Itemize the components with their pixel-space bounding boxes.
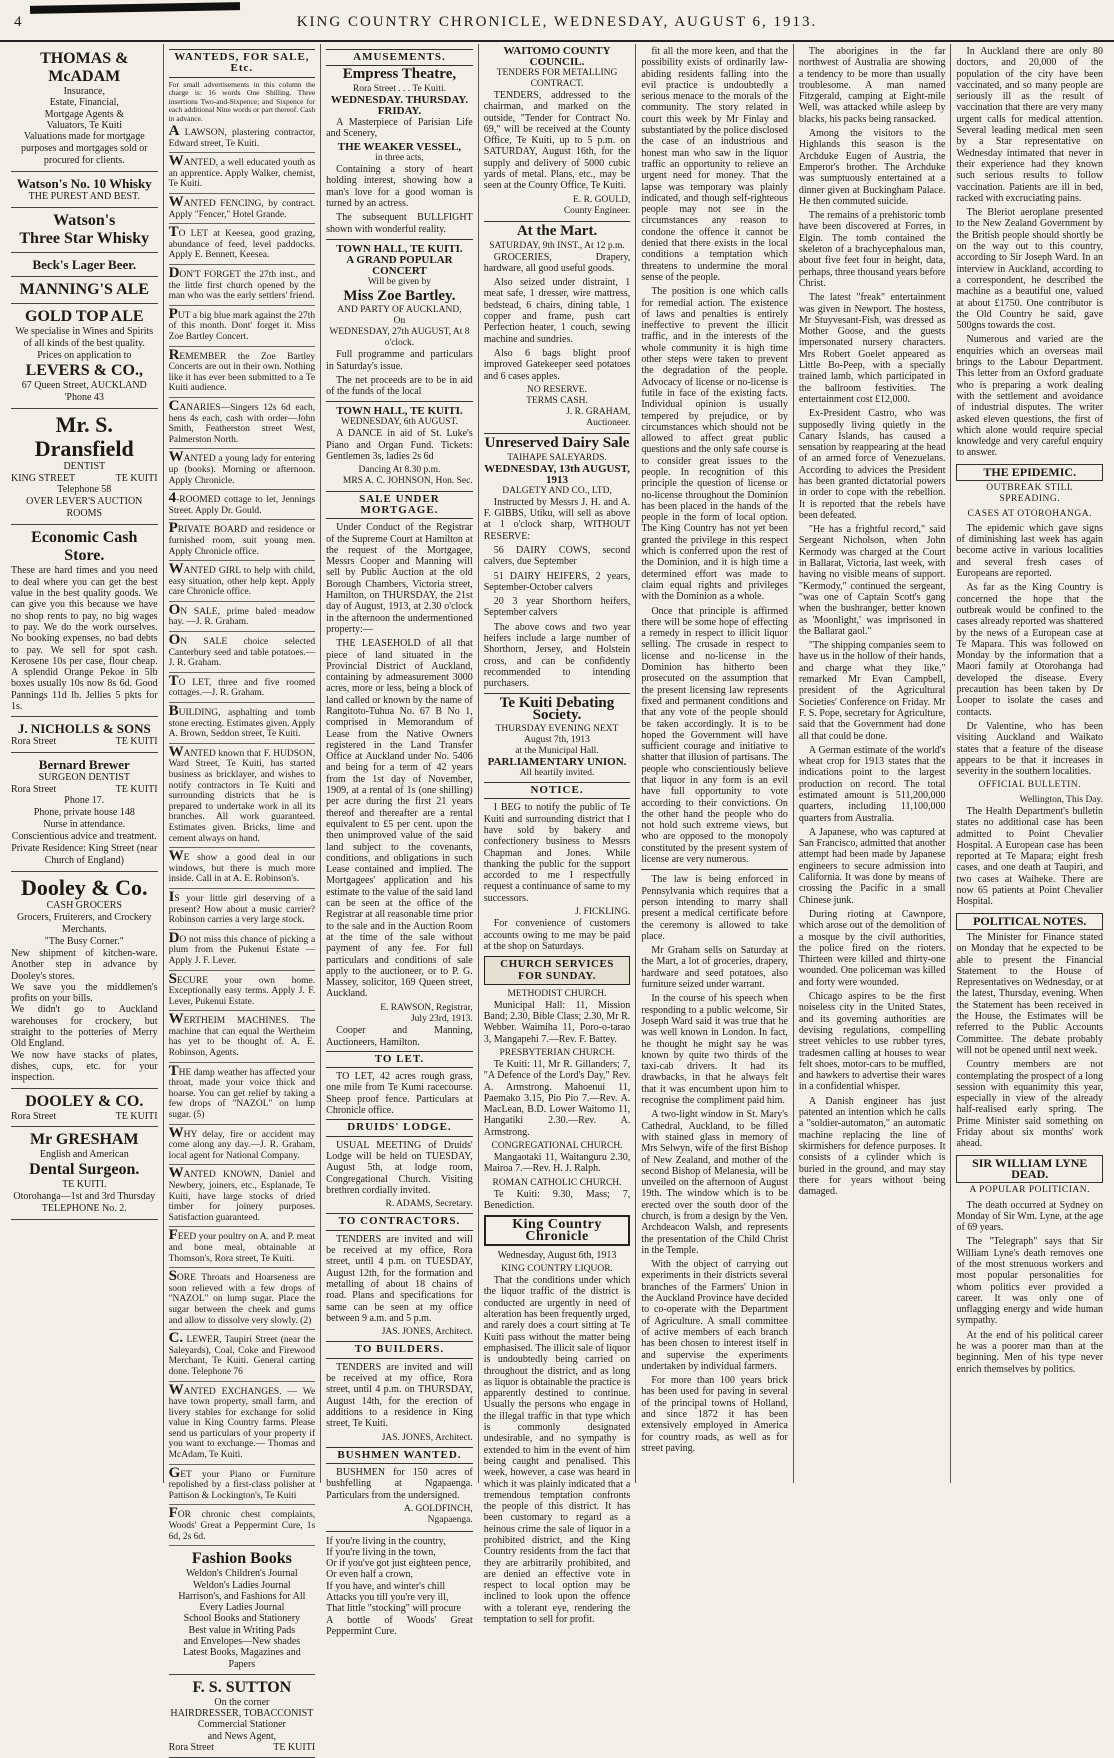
poem-line: Or even half a crown,: [326, 1569, 414, 1581]
signoff: J. R. GRAHAM,: [566, 406, 631, 417]
poem-line: That little "stocking" will procure: [326, 1603, 461, 1615]
ent-title: Miss Zoe Bartley.: [343, 287, 456, 304]
article-text: The Health Department's bulletin states no additional case has been admitted to Point Chevalier Hospital. A European case has been reported at Te Mapara; eight fresh cases, and one death at Taupiri, and two cases at Waiheke. There are now 65 patients at Point Chevalier Hospital.: [956, 806, 1104, 908]
church-name: METHODIST CHURCH.: [507, 988, 607, 999]
article-subheading: OUTBREAK STILL SPREADING.: [986, 482, 1074, 505]
article-heading: POLITICAL NOTES.: [956, 913, 1103, 930]
divider: [484, 693, 631, 694]
ent-text: Full programme and particulars in Saturday's issue.: [326, 349, 473, 372]
poem-line: A bottle of Woods' Great Peppermint Cure.: [326, 1614, 473, 1637]
ad-right: TE KUITI: [273, 1742, 316, 1754]
ad-title: Watson's: [53, 212, 116, 230]
ad-sub: THE PUREST AND BEST.: [28, 191, 140, 203]
article-text: The epidemic which gave signs of diminishing last week has again become active in various localities and several fresh cases of Europeans are reported.: [956, 522, 1104, 580]
ad-sub: DENTIST: [63, 461, 106, 473]
editorial-date: Wednesday, August 6th, 1913: [497, 1249, 617, 1261]
ad-text: New shipment of kitchen-ware. Another step in advance by Dooley's stores.: [11, 947, 158, 982]
classified-item: WANTED known that F. HUDSON, Ward Street, Te Kuiti, has started business as bricklayer, and wishes to notify contractors in Te Kuiti and surrounding districts that he is prepared to undertake work in all its branches. All work guaranteed. Estimates given. Bricks, lime and cement always on hand.: [169, 744, 316, 848]
ad-title: Dooley & Co.: [21, 874, 148, 900]
ent-text: A Masterpiece of Parisian Life and Scenery,: [326, 116, 473, 139]
article-subheading: CASES AT OTOROHANGA.: [967, 508, 1092, 519]
classified-item: WANTED EXCHANGES. — We have town property, small farm, and livery stables for exchange for solid value in King Country farms. Please send us particulars of your property if you want to exchange.— Thomas and McAdam, Te Kuiti.: [169, 1382, 316, 1465]
article-heading: THE EPIDEMIC.: [956, 464, 1103, 481]
ad-row: [11, 784, 158, 795]
ad-sub: CASH GROCERS: [46, 899, 122, 911]
church-name: PRESBYTERIAN CHURCH.: [499, 1048, 615, 1058]
article-text: The latest "freak" entertainment was given in Newport. The hostess, Mr Stuyvesant-Fish, was dressed as Mother Goose, and the guests impersonated nursery characters. Mrs Robert Goelet appeared as Little Bo-Peep, with a specially trained lamb, which participated in the ballroom festivities. The entertainment cost £12,000.: [798, 292, 946, 405]
ad-title: Mr GRESHAM: [29, 1130, 139, 1148]
article-text: Dr Valentine, who has been visiting Auckland and Waikato states that a feature of the disease appears to be that it increases in severity in the southern localities.: [956, 720, 1104, 778]
signoff: Ngapaenga.: [427, 1515, 473, 1526]
dairy-text: 20 3 year Shorthorn heifers, September calvers: [483, 596, 631, 619]
classified-item: WANTED KNOWN, Daniel and Newbery, joiners, etc., Esplanade, Te Kuiti, have large stocks of dried timber for joinery purposes. Satisfaction guaranteed.: [169, 1165, 316, 1227]
signoff: County Engineer.: [563, 205, 631, 216]
ad-left: Rora Street: [11, 1110, 57, 1122]
classified-item: ON SALE, prime baled meadow hay. —J. R. Graham.: [169, 602, 316, 632]
ent-title: Empress Theatre,: [342, 66, 457, 83]
dairy-lot: 51 DAIRY HEIFERS, 2 years, September-October calvers: [483, 570, 631, 593]
classified-item: WANTED FENCING, by contract. Apply "Fencer," Hotel Grande.: [169, 194, 316, 224]
notice-title: WAITOMO COUNTY COUNCIL.: [503, 45, 611, 68]
dance: [326, 406, 473, 487]
ad-becks: [11, 253, 158, 277]
dairy-title: Unreserved Dairy Sale: [484, 435, 630, 452]
ad-line: and News Agent,: [207, 1730, 277, 1742]
ad-title: Bernard Brewer: [38, 756, 130, 772]
ad-text: We save you the middlemen's profits on your bills.: [11, 981, 158, 1005]
ent-line: WEDNESDAY. THURSDAY. FRIDAY.: [330, 93, 469, 117]
ad-line: HAIRDRESSER, TOBACCONIST: [170, 1708, 314, 1720]
church-text: Mangaotaki 11, Waitanguru 2.30, Mairoa 7.—Rev. H. J. Ralph.: [483, 1152, 631, 1175]
ad-gold-top: [11, 304, 158, 409]
druids-text: USUAL MEETING of Druids' Lodge will be held on TUESDAY, August 5th, at lodge room, Congregational Church. Visiting brethren cordially invited.: [326, 1139, 473, 1196]
ad-line: Harrison's, and Fashions for All: [178, 1590, 306, 1602]
classified-item: WHY delay, fire or accident may come along any day.—J. R. Graham, local agent for National Company.: [169, 1125, 316, 1166]
mart-line: NO RESERVE.: [527, 384, 587, 395]
notice-text: TENDERS, addressed to the chairman, and marked on the outside, "Tender for Contract No. 69," will be received at the County Office, Te Kuiti, up to 5 p.m. on SATURDAY, August 16th, for the supply and delivery of 5000 cubic yards of metal. Plans, etc., may be seen at the County Office, Te Kuiti.: [483, 90, 631, 192]
section-heading: AMUSEMENTS.: [326, 49, 473, 66]
divider: [484, 433, 631, 434]
ent-line: On: [393, 316, 406, 327]
ent-line: WEDNESDAY, 27th AUGUST, At 8 o'clock.: [329, 327, 470, 349]
ent-line: A GRAND POPULAR CONCERT: [346, 253, 453, 277]
mart-text: Also 6 bags blight proof improved Gatekeeper seed potatoes and 6 cases apples.: [483, 347, 631, 382]
chronicle-banner: King Country Chronicle: [484, 1215, 631, 1246]
classified-item: FOR chronic chest complaints, Woods' Great a Peppermint Cure, 1s 6d, 2s 6d.: [169, 1505, 316, 1546]
mart-title: At the Mart.: [516, 223, 598, 240]
ad-title: LEVERS & CO.,: [25, 362, 143, 380]
article-text: "He has a frightful record," said Sergeant Nicholson, when John Kermody was charged at the Court in Ballarat, Victoria, last week, with having no visible means of support. "Kermody," continued the sergeant, "was one of Captain Scott's gang when the bushranger, better known as 'Moonlight,' was imprisoned in the Ballarat gaol.": [798, 524, 946, 637]
ad-right: TE KUITI: [115, 736, 158, 748]
ad-title: Fashion Books: [191, 1550, 292, 1568]
article-text: A two-light window in St. Mary's Cathedral, Auckland, to be filled with stained glass in memory of Mrs Selwyn, wife of the first Bishop of New Zealand, and mother of the second Bishop of Melanesia, will be unveiled on the afternoon of August 19th. The window which is to be erected over the south door of the church, is from a design by the Ven. Archdeacon Walsh, and represents the presentation of the Child Christ in the Temple.: [641, 1109, 788, 1256]
article-text: Among the visitors to the Highlands this season is the Archduke Eugen of Austria, the Emperor's brother. The Archduke was sumptuously entertained at a dinner given at Buckingham Palace. He then commuted suicide.: [798, 128, 946, 207]
mart-text: GROCERIES, Drapery, hardware, all good useful goods.: [483, 251, 631, 274]
column-2: [164, 44, 322, 1754]
signoff: MRS A. C. JOHNSON, Hon. Sec.: [342, 476, 473, 487]
ad-title: J. NICHOLLS & SONS: [17, 721, 151, 737]
ad-dransfield: [11, 409, 158, 525]
ad-sub: SURGEON DENTIST: [38, 771, 130, 783]
poem-line: If you're living in the town,: [326, 1546, 436, 1558]
dairy-text: The above cows and two year heifers include a large number of Shorthorn, Jersey, and Holstein cross, and can be confidently recommended to intending purchasers.: [483, 621, 631, 690]
tolet-text: TO LET, 42 acres rough grass, one mile from Te Kumi racecourse. Sheep proof fence. Particulars at Chronicle office.: [326, 1071, 473, 1117]
ad-text: Prices on application to: [37, 350, 132, 362]
ad-text: "The Busy Corner.": [44, 935, 124, 947]
ent-line: AND PARTY OF AUCKLAND,: [337, 305, 462, 316]
signoff: JAS. JONES, Architect.: [381, 1327, 473, 1338]
ad-fashion-books: [169, 1546, 316, 1675]
mortgage-text: Cooper and Manning, Auctioneers, Hamilton.: [326, 1025, 473, 1048]
ad-text: Private Residence: King Street (near Church of England): [11, 842, 158, 866]
ad-economic: [11, 525, 158, 717]
editorial-text: That the conditions under which the liquor traffic of the district is conducted are urgently in need of alteration has been frequently urged, and rarely does a court sitting at Te Kuiti pass without the matter being emphasised. The illicit sale of liquor is undoubtedly being carried on throughout the district, and as long as liquor is obtainable the practice is apparently destined to continue. Usually the persons who engage in the illegal traffic in that type which is commonly designated undesirable, and no sympathy is extended to him in the event of him being caught and penalised. This week, however, a case was heard in which it was plainly indicated that a tremendous temptation confronts the people of this district. It has been customary to regard as a heinous crime the sale of liquor in a prohibited district, and the King Country residents from the fact that they are arbitrarily prohibited, and are denied an effective vote in respect to local option may be inclined to look upon the offence with a tolerant eye, rendering the temptation to sell for profit.: [483, 1275, 631, 1626]
ent-line: TOWN HALL, TE KUITI.: [336, 405, 463, 418]
article-text: In the course of his speech when responding to a public welcome, Sir Joseph Ward said it was true that he was well known in London. In fact, he thought he might say he was known by quite two thirds of the taxi-cab drivers. It had its drawbacks, in that he always felt that it was encumbent upon him to recognise the compliment paid him.: [641, 993, 788, 1107]
classified-item: WERTHEIM MACHINES. The machine that can equal the Wertheim has yet to be thought of. A. E. Robinson, Agents.: [169, 1011, 316, 1062]
mart-text: Also seized under distraint, 1 meat safe, 1 dresser, wire mattress, bedstead, 6 chairs, dining table, 1 copper and frame, push cart Perfection heater, 1 couch, sewing machine and sundries.: [483, 277, 631, 345]
dairy-text: Instructed by Messrs J. H. and A. F. GIBBS, Utiku, will sell as above at 1 o'clock sharp, WITHOUT RESERVE:: [483, 496, 631, 542]
ad-left: Rora Street: [11, 783, 57, 795]
masthead: [0, 0, 1114, 42]
signoff: E. RAWSON, Registrar,: [380, 1002, 473, 1013]
ad-text: These are hard times and you need to deal where you can get the best value in the best quality goods. We can give you this because we have no shop rents to pay, no big wages to pay. We do the work ourselves. No booking expenses, no bad debts to pay. We sell for spot cash. Kerosene 10s per case, flour cheap. A splendid Orange Pekoe in 5lb boxes usually 10s now 8s 6d. Good Pannings 11d lb. Jellies 5 pkts for 1s.: [11, 565, 158, 713]
section-heading: SALE UNDER MORTGAGE.: [326, 491, 473, 520]
article-text: A Danish engineer has just patented an intention which he calls a "soldier-automaton," an automatic machine replacing the line of skirmishers for defence purposes. It consists of a cylinder which is buried in the ground, and may stay there for years without being damaged.: [798, 1095, 946, 1198]
column-1: [6, 44, 164, 1483]
ent-text: A DANCE in aid of St. Luke's Piano and Organ Fund. Tickets: Gentlemen 3s, ladies 2s 6d: [326, 428, 473, 463]
section-heading: TO BUILDERS.: [326, 1341, 473, 1358]
peppermint-poem: [326, 1536, 473, 1638]
section-heading: BUSHMEN WANTED.: [326, 1447, 473, 1464]
poem-line: Or if you've got just eighteen pence,: [326, 1558, 471, 1570]
column-4: [479, 44, 637, 1626]
ad-title: DOOLEY & CO.: [25, 1092, 144, 1110]
classified-item: TO LET at Keesea, good grazing, abundance of feed, level paddocks. Apply E. Bennett, Keesea.: [169, 224, 316, 265]
page-number: 4: [14, 14, 22, 30]
article-text: Numerous and varied are the enquiries which an overseas mail brings to the Labour Department. This letter from an Oxford graduate who is preparing a work dealing with the settlement and avoidance of industrial disputes. The writer asked eleven questions, the first of which alone would require special knowledge and very careful enquiry to answer.: [956, 334, 1104, 459]
ent-line: TOWN HALL, TE KUITI.: [336, 242, 463, 255]
ad-line: and Envelopes—New shades: [183, 1636, 301, 1647]
ad-text: 'Phone 43: [64, 392, 104, 404]
classified-item: SECURE your own home. Exceptionally easy terms. Apply J. F. Lever, Pukenui Estate.: [169, 971, 316, 1012]
signoff: A. GOLDFINCH,: [403, 1503, 473, 1514]
ad-line: Valuators, Te Kuiti: [46, 119, 123, 131]
ent-line: Dancing At 8.30 p.m.: [358, 465, 441, 476]
article-text: The law is being enforced in Pennsylvania which requires that a person intending to marry shall present a medical certificate before the ceremony is allowed to take place.: [641, 874, 788, 942]
article-text: The Bleriot aeroplane presented to the New Zealand Government by the British people should shortly be on the way out to this country, according to Sir Joseph Ward. In an interview in Auckland, according to a correspondent, he described the machine as a beautiful one, valued at about £1750. One contributor is the Old Country he said, gave 500gns towards the cost.: [956, 207, 1104, 332]
signoff: Auctioneer.: [586, 418, 631, 429]
article-text: Mr Graham sells on Saturday at the Mart, a lot of groceries, drapery, hardware and seed potatoes, also furniture seized under warrant.: [641, 945, 788, 991]
ad-text: Otorohanga—1st and 3rd Thursday: [13, 1190, 156, 1202]
ad-line: Commercial Stationer: [197, 1719, 286, 1731]
ad-line: Latest Books, Magazines and Papers: [182, 1647, 301, 1670]
ent-line: WEDNESDAY, 6th AUGUST.: [340, 417, 458, 428]
divider: [326, 401, 473, 402]
divider: [641, 869, 788, 870]
ad-text: Phone, private house 148: [33, 806, 135, 818]
article-text: The death occurred at Sydney on Monday of Sir Wm. Lyne, at the age of 69 years.: [956, 1199, 1104, 1234]
signoff: JAS. JONES, Architect.: [381, 1432, 473, 1443]
dairy-lot: 56 DAIRY COWS, second calvers, due September: [483, 544, 631, 568]
article-text: The remains of a prehistoric tomb have been discovered at Forres, in Elgin. The tomb contained the skeleton of a brachycephalous man, about five feet four in height, data, perhaps, three thousand years before Christ.: [798, 210, 946, 289]
signoff: R. ADAMS, Secretary.: [385, 1199, 473, 1210]
ad-title: F. S. SUTTON: [192, 1678, 292, 1696]
poem-line: Attacks you till you're very ill,: [326, 1592, 449, 1604]
section-note: For small advertisements in this column the charge is: 16 words One Shilling. Three insertions Two-and-Sixpence; and Sixpence for each additional Nine words or part thereof. Cash in advance.: [168, 79, 316, 123]
section-heading: NOTICE.: [484, 782, 631, 799]
ad-gresham: [11, 1127, 158, 1220]
debating-line: August 7th, 1913: [524, 735, 590, 746]
article-heading: SIR WILLIAM LYNE DEAD.: [956, 1155, 1103, 1184]
classified-item: TO LET, three and five roomed cottages.—J. R. Graham.: [169, 673, 316, 703]
debating-line: PARLIAMENTARY UNION.: [487, 756, 627, 769]
article-text: A Japanese, who was captured at San Francisco, admitted that another attempt had been made by Japanese engineers to secure admission into California. It was done by means of crossing the Pacific in a small Chinese junk.: [798, 826, 946, 906]
page-columns: [6, 44, 1108, 1754]
article-text: Chicago aspires to be the first noiseless city in the United States, and its governing authorities are devising regulations, compelling street vehicles to use rubber tyres, tradesmen calling at houses to wear felt shoes, motor-cars to be muffled, and hawkers to advertise their wares in a confidential whisper.: [798, 991, 946, 1093]
ad-thomas-mcadam: [11, 46, 158, 172]
debating-line: All heartily invited.: [519, 768, 595, 779]
ad-text: Grocers, Fruiterers, and Crockery Merchants.: [16, 911, 152, 935]
ad-note: OVER LEVER'S AUCTION ROOMS: [26, 496, 143, 520]
ad-text: Valuations made for mortgage purposes and mortgages sold or procured for clients.: [20, 131, 148, 167]
ad-dooley-2: [11, 1089, 158, 1127]
article-text: Country members are not contemplating the prospect of a long session with equanimity this year, especially in view of the already half-realised early spring. The Prime Minister said something on Friday about six months' work ahead.: [956, 1059, 1104, 1150]
ad-phone: Telephone 58: [57, 484, 112, 496]
ad-dooley: [11, 872, 158, 1089]
article-subheading: A POPULAR POLITICIAN.: [969, 1185, 1091, 1196]
classified-item: WANTED, a well educated youth as an apprentice. Apply Walker, chemist, Te Kuiti.: [169, 153, 316, 194]
ad-left: Rora Street: [11, 736, 57, 748]
ad-right: TE KUITI: [115, 473, 158, 485]
mortgage-text: Under Conduct of the Registrar of the Supreme Court at Hamilton at the request of the Mortgagee, Messrs Cooper and Manning will sell by Public Auction at the old Borough Chambers, Victoria street, Hamilton, on THURSDAY, the 21st day of August, 1913, at 2.30 o'clock in the afternoon the undermentioned property:—: [326, 522, 473, 635]
article-text: During rioting at Cawnpore, which arose out of the demolition of a mosque by the civil authorities, the police fired on the rioters. Thirteen were killed and thirty-one wounded. One policeman was killed and forty were wounded.: [798, 908, 946, 988]
ad-title: Beck's Lager Beer.: [32, 257, 137, 273]
mart-date: SATURDAY, 9th INST., At 12 p.m.: [489, 240, 625, 251]
classified-item: DON'T FORGET the 27th inst., and the little first church opened by the man who was the early settlers' friend.: [169, 265, 316, 306]
article-text: With the object of carrying out experiments in their districts several branches of the Farmers' Union in the Auckland Province have decided to co-operate with the Department of Agriculture. A small committee of active members of each branch has been chosen to interest itself in and supervise the experiments undertaken by individual farmers.: [641, 1259, 788, 1372]
ad-title: Watson's No. 10 Whisky: [16, 176, 152, 192]
ad-sutton: [169, 1675, 316, 1758]
dateline: Wellington, This Day.: [1019, 794, 1104, 805]
ad-text: We now have stacks of plates, dishes, cups, etc. for your inspection.: [11, 1049, 158, 1084]
section-heading: TO LET.: [326, 1051, 473, 1068]
church-name: CONGREGATIONAL CHURCH.: [491, 1141, 623, 1152]
classified-item: WANTED GIRL to help with child, easy situation, other help kept. Apply care Chronicle office.: [169, 561, 316, 602]
dairy-line: TAIHAPE SALEYARDS.: [507, 452, 607, 463]
section-heading: TO CONTRACTORS.: [326, 1213, 473, 1230]
notice-sub: TENDERS FOR METALLING CONTRACT.: [496, 68, 618, 89]
ad-brewer: [11, 753, 158, 872]
article-text: "The shipping companies seem to have us in the hollow of their hands, and charge what they like," remarked Mr Evan Campbell, president of the Agricultural Societies' Conference on Friday. Mr F. S. Pope, secretary for Agriculture, said that the Government had done all that could be done.: [798, 640, 946, 742]
masthead-title: KING COUNTRY CHRONICLE, WEDNESDAY, AUGUST 6, 1913.: [296, 14, 818, 30]
ad-row: [11, 736, 158, 747]
classified-item: WANTED a young lady for entering up (books). Morning or afternoon. Apply Chronicle.: [169, 449, 316, 490]
article-text: Once that principle is affirmed there will be some hope of effecting a remedy in respect to illicit liquor selling. The crusade in respect to license and no-license in the Dominion has hitherto been prosecuted on the assumption that the present licensing law represents fixed and permanent conditions and that any vote of the people should be taken accordingly. It is to be hoped the Government will have sufficient courage and initiative to shatter that illusion of partisans. The people who conscientiously believe that liquor in any form is an evil have full opportunity to vote according to their convictions. On the other hand the people who do not hold such extreme views, but who are opposed to the monopoly constituted by the present system of license are very numerous.: [641, 605, 788, 866]
signoff: July 23rd, 1913.: [410, 1014, 473, 1024]
article-text: For more than 100 years brick has been used for paving in several of the principal towns of Holland, and since 1872 it has been extensively employed in America for country roads, as well as for street paving.: [641, 1375, 788, 1454]
classified-item: C. LEWER, Taupiri Street (near the Saleyards), Coal, Coke and Firewood Merchant, Te Kuiti. General carting done. Telephone 76: [169, 1330, 316, 1381]
notice-text: I BEG to notify the public of Te Kuiti and surrounding district that I have sold by bakery and confectionery business to Messrs Chapman and Jones. While thanking the public for the support accorded to me I respectfully request a continuance of same to my successors.: [483, 802, 631, 904]
ad-text: We didn't go to Auckland warehouses for crockery, but straight to the potteries of Merry Old England.: [11, 1004, 158, 1050]
ad-title: GOLD TOP ALE: [25, 308, 144, 326]
classified-item: FEED your poultry on A. and P. meat and bone meal, obtainable at Thomson's, Rora street, Te Kuiti.: [169, 1227, 316, 1268]
notice-text: For convenience of customers accounts owing to me may be paid at the shop on Saturdays.: [483, 918, 631, 952]
ad-line: Best value in Writing Pads: [188, 1624, 296, 1636]
poem-line: If you have, and winter's chill: [326, 1580, 446, 1592]
ad-title: Three Star Whisky: [19, 230, 150, 248]
mortgage-text: THE LEASEHOLD of all that piece of land situated in the Provincial District of Auckland, containing by admeasurement 3000 acres, more or less, being a block of land called or known by the name of Rangitoto-Tuhua No. 67 B No 1, comprised in Memorandum of Lease from the Native Owners registered in the Land Transfer Office at Auckland under No. 5406 and being for a term of 42 years from the 1st day of November, 1909, at a rental of 1s (one shilling) per acre during the first 21 years thereof and thereafter are a rental equivalent to £5 per cent. upon the then unimproved value of the said land subject to the covenants, conditions, and obligations in such Lease contained and implied. The Mortgagees' application and his estimate to the value of the said land can be seen at the office of the Registrar at all reasonable time prior to the sale and in the Auction Room at the time of the sale without payment of any fee. For full particulars and conditions of sale apply to the auctioneer, or to P. G. Massey, solicitor, 169 Queen street, Auckland.: [326, 638, 473, 1000]
classified-item: THE damp weather has affected your throat, made your voice thick and hoarse. You can get relief by taking a few drops of "NAZOL" on lump sugar. (5): [169, 1063, 316, 1125]
church-text: Te Kuiti: 11, Mr R. Gillanders; 7, "A Defence of the Lord's Day," Rev. A. Armstrong. Mahoenui 11, Paemako 3.15, Pio Pio 7.—Rev. A. MacLean, B.D. Lower Waitomo 11, Hangatiki 2.30.—Rev. A. Armstrong.: [483, 1059, 631, 1138]
classified-item: 4-ROOMED cottage to let, Jennings Street. Apply Dr. Gould.: [169, 490, 316, 520]
ad-row: [11, 473, 158, 484]
classified-item: SORE Throats and Hoarseness are soon relieved with a few drops of "NAZOL" on lump sugar. Place the sugar between the cheek and gums and allow to dissolve very slowly. (2): [169, 1268, 316, 1330]
article-text: The "Telegraph" says that Sir William Lyne's death removes one of the most strenuous workers and most popular personalities for whom politics ever provided a career. It was only one of unflagging energy and wide human sympathy.: [956, 1236, 1104, 1327]
article-text: The Minister for Finance stated on Monday that he expected to be able to present the Financial Statement to the House of Representatives on Wednesday, or at the latest, Thursday, evening. When the Statement has been received in the House, the Estimates will be referred to the Public Accounts Committee. The debate probably will not be opened until next week.: [956, 931, 1104, 1056]
section-heading: DRUIDS' LODGE.: [326, 1119, 473, 1136]
ad-text: 67 Queen Street, AUCKLAND: [21, 380, 147, 392]
classified-item: REMEMBER the Zoe Bartley Concerts are out in their own. Nothing like it has ever been submitted to a Te Kuiti audience.: [169, 347, 316, 398]
ad-title: Mr. S. Dransfield: [34, 412, 134, 462]
mart-line: TERMS CASH.: [526, 395, 588, 406]
ad-watson-10: [11, 172, 158, 208]
ent-line: Will be given by: [367, 276, 432, 287]
ad-line: Mortgage Agents &: [44, 108, 124, 120]
ink-blot: [30, 2, 240, 14]
church-text: Te Kuiti: 9.30, Mass; 7, Benediction.: [483, 1188, 631, 1211]
ad-right: TE KUITI: [115, 783, 158, 795]
article-subheading: OFFICIAL BULLETIN.: [978, 780, 1082, 791]
church-name: ROMAN CATHOLIC CHURCH.: [492, 1177, 622, 1188]
column-7: [951, 44, 1108, 1483]
ent-line: Rora Street . . . Te Kuiti.: [352, 83, 446, 94]
article-text: A German estimate of the world's wheat crop for 1913 states that the indications point to the largest production on record. The total estimated amount is 511,200,000 quarters, including 11,100,000 quarters from Australia.: [798, 744, 946, 824]
ad-watson-three-star: [11, 208, 158, 253]
classified-item: A LAWSON, plastering contractor, Edward street, Te Kuiti.: [169, 123, 316, 153]
classified-item: DO not miss this chance of picking a plum from the Pukenui Estate —Apply J. F. Lever.: [169, 930, 316, 971]
ad-line: Estate, Financial,: [49, 97, 119, 109]
bushmen-text: BUSHMEN for 150 acres of bushfelling at Ngapaenga. Particulars from the undersigned.: [326, 1467, 473, 1501]
classified-item: PUT a big blue mark against the 27th of this month. Dont' forget it. Miss Zoe Bartley Concert.: [169, 306, 316, 347]
church-banner: CHURCH SERVICES FOR SUNDAY.: [484, 956, 631, 985]
ad-mannings: [11, 277, 158, 304]
ad-title: Economic Cash Store.: [31, 529, 138, 565]
ad-line: Weldon's Ladies Journal: [193, 1579, 291, 1591]
poem-line: If you're living in the country,: [326, 1535, 446, 1547]
dairy-line: WEDNESDAY, 13th AUGUST, 1913: [484, 462, 630, 486]
ad-text: TE KUITI.: [62, 1178, 107, 1190]
classified-item: BUILDING, asphalting and tomb stone erecting. Estimates given. Apply A. Brown, Seddon street, Te Kuiti.: [169, 703, 316, 744]
classified-item: WE show a good deal in our windows, but there is much more inside. Call in at A. E. Robinson's.: [169, 848, 316, 889]
ad-title: Dental Surgeon.: [29, 1160, 140, 1178]
ent-text: Containing a story of heart holding interest, showing how a man's love for a good woman is turned by an actress.: [326, 164, 473, 210]
article-text: The position is one which calls for remedial action. The existence of laws and penalties is entirely ineffective to prevent the illicit traffic, and in the interests of the whole community it is high time other steps were taken to prevent the degradation of the people. Advocacy of license or no-license is futile in face of the existing facts. Individual opinion is usually tempered by prejudice, or by circumstances which should not be allowed to affect great public questions and the only safe course is to consider great issues to the people. In recognition of this principle the question of license or no-license throughout the Dominion has been placed in the hands of the people in the form of local option. The King Country has not yet been granted the privilege in this respect which is conferred upon the rest of the Dominion, and it is high time a determined effort was made to claim equal rights and privileges with the Dominion as a whole.: [641, 286, 788, 603]
signoff: E. R. GOULD,: [573, 194, 631, 205]
empress-theatre: [326, 66, 473, 235]
classified-item: GET your Piano or Furniture repolished by a first-class polisher at Pattison & Lockington's, Te Kuiti: [169, 1465, 316, 1506]
church-text: Municipal Hall: 11, Mission Band; 2.30, Bible Class; 2.30, Mr R. Webber. Waimiha 11, Poro-o-tarao 3, Mangapehi 7.—Rev. F. Battey.: [483, 999, 631, 1045]
ad-left: Rora Street: [168, 1742, 214, 1754]
classified-item: ON SALE choice selected Canterbury seed and table potatoes.—J. R. Graham.: [169, 632, 316, 673]
grand-concert: [326, 244, 473, 397]
editorial-head: KING COUNTRY LIQUOR.: [501, 1264, 613, 1275]
column-3: [321, 44, 479, 1637]
article-text: The aborigines in the far northwest of Australia are showing a tendency to be more than usually troublesome. A man named Fitzgerald, camping at Eight-mile Well, was attacked while asleep by blacks, his packs being ransacked.: [798, 46, 946, 125]
ent-text: The net proceeds are to be in aid of the funds of the local: [326, 374, 473, 398]
ad-row: [11, 1111, 158, 1122]
ad-left: KING STREET: [11, 473, 76, 485]
article-text: In Auckland there are only 80 doctors, and 20,000 of the population of the city have been vaccinated, and so many people are seriously ill as the result of vaccination that there are very many urgent calls for medical attention. Several leading medical men seen by a Star representative on Wednesday intimated that never in their experience had they known such serious results to follow vaccination. Patients are ill in bed, racked with excruciating pains.: [956, 46, 1104, 204]
ad-line: School Books and Stationery: [183, 1613, 301, 1625]
builders-text: TENDERS are invited and will be received at my office, Rora street, until 4 p.m. on THURSDAY, August 14th, for the erection of additions to a residence in King street, Te Kuiti.: [326, 1361, 473, 1430]
signoff: J. FICKLING.: [575, 907, 631, 918]
ad-line: Every Ladies Journal: [199, 1602, 285, 1614]
ad-text: Nurse in attendance.: [43, 818, 126, 830]
article-text: At the end of his political career he was a poorer man than at the beginning. Men of his type never enrich themselves by politics.: [956, 1329, 1104, 1375]
ad-row: [169, 1742, 316, 1753]
ad-text: TELEPHONE No. 2.: [41, 1202, 127, 1214]
ent-film: THE WEAKER VESSEL,: [337, 141, 462, 154]
classified-item: PRIVATE BOARD and residence or furnished room, suit young men. Apply Chronicle office.: [169, 520, 316, 561]
ad-text: Conscientious advice and treatment.: [11, 830, 157, 842]
ad-text: We specialise in Wines and Spirits of all kinds of the best quality.: [15, 326, 154, 350]
dairy-line: DALGETY AND CO., LTD,: [502, 485, 612, 496]
classified-list: [169, 123, 316, 1546]
classified-item: IS your little girl deserving of a present? How about a music carrier? Robinson carries a very large stock.: [169, 889, 316, 930]
section-heading: WANTEDS, FOR SALE, Etc.: [169, 49, 316, 78]
article-text: Ex-President Castro, who was supposedly living quietly in the Canary Islands, has caused a sensation by reappearing at the head of an armed force of Venezuelans. According to advices the President has been granted dictatorial powers in order to cope with the rebellion. It is reported that the rebels have been defeated.: [798, 408, 946, 521]
column-5: [636, 44, 794, 1483]
ad-line: Weldon's Children's Journal: [186, 1568, 298, 1580]
divider: [326, 1531, 473, 1532]
ent-line: in three acts,: [375, 153, 424, 164]
debating-line: at the Municipal Hall.: [515, 746, 599, 757]
ad-title: THOMAS & McADAM: [40, 50, 129, 85]
ad-text: Phone 17.: [64, 794, 105, 806]
ad-sub: English and American: [39, 1148, 129, 1160]
article-text: As far as the King Country is concerned the hope that the outbreak would be confined to the cases already reported was shattered by the news of a European case at Te Mapara. This was followed on Monday by the information that a Maori family at Otorohanga had developed the disease. Every precaution has been taken by Dr Looper to isolate the cases and contacts.: [956, 582, 1104, 718]
ad-line: Insurance,: [63, 86, 105, 97]
debating-title: Te Kuiti Debating Society.: [499, 695, 615, 723]
article-text: fit all the more keen, and that the possibility exists of ordinarily law-abiding residents falling into the evil practice is undoubtedly a serious menace to the morals of the community. The story related in court this week by Mr Finlay and substantiated by the police disclosed the case of an industrious and honest man who saw in the liquor traffic an opportunity to relieve an urgent need for money. That the lapse was temporary was plainly indicated, and though self-righteous people may not see in the circumstances any reason to condone the offence it cannot be denied that there exists in the local conditions a temptation which threatens to undermine the moral sense of the people.: [641, 46, 788, 283]
divider: [326, 239, 473, 240]
contractors-text: TENDERS are invited and will be received at my office, Rora street, until 4 p.m. on TUESDAY, August 12th, for the formation and metalling of about 18 chains of road. Plans and specifications for same can be seen at my office between 9 a.m. and 5 p.m.: [326, 1233, 473, 1324]
debating-line: THURSDAY EVENING NEXT: [495, 724, 619, 735]
ad-nicholls: [11, 717, 158, 752]
ent-text: The subsequent BULLFIGHT shown with wonderful reality.: [326, 212, 473, 235]
classified-item: CANARIES—Singers 12s 6d each, hens 4s each, cash with order—John Smith, Featherston street West, Palmerston North.: [169, 398, 316, 449]
ad-line: On the corner: [214, 1696, 270, 1708]
ad-right: TE KUITI: [115, 1110, 158, 1122]
column-6: [794, 44, 952, 1483]
divider: [484, 221, 631, 222]
ad-title: MANNING'S ALE: [19, 281, 149, 299]
